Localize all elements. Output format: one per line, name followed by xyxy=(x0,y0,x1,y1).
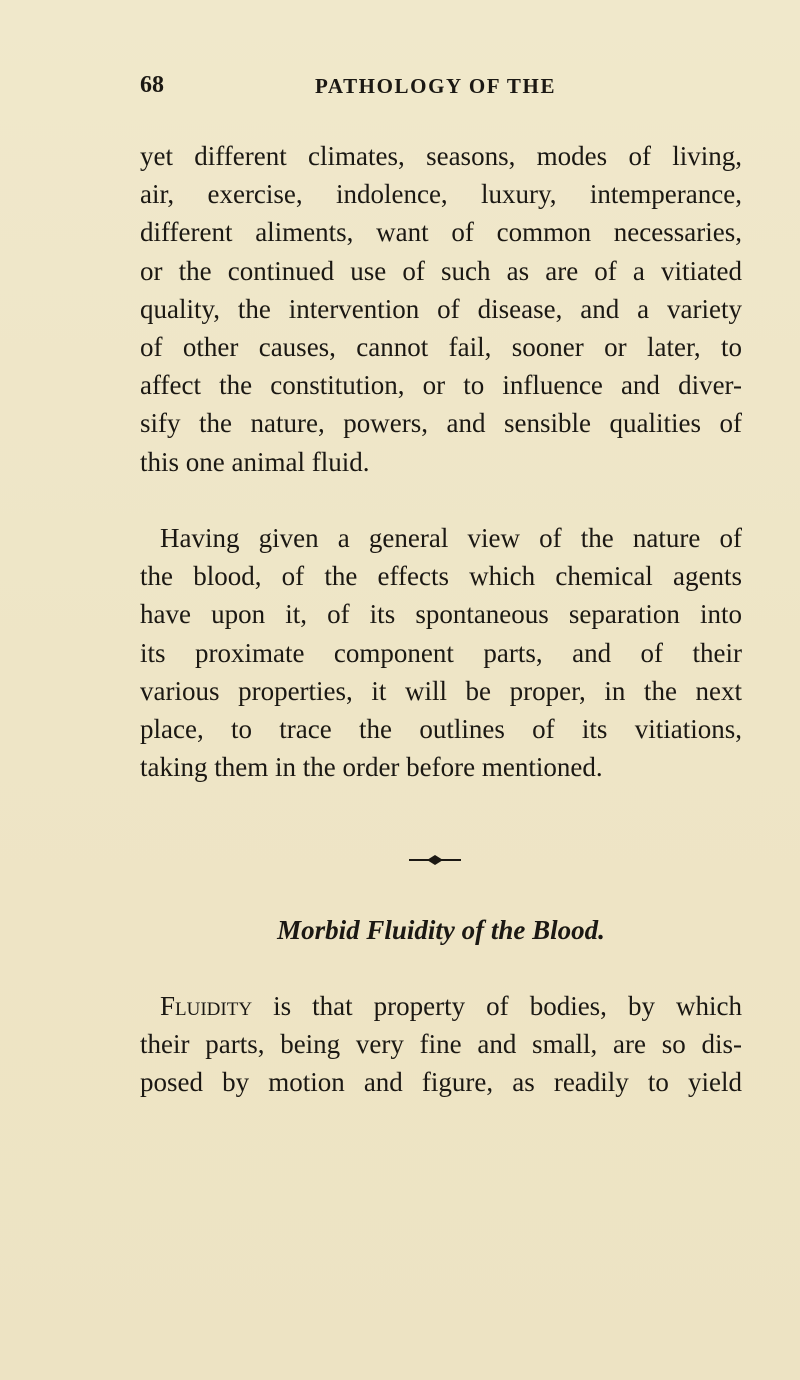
text-line: quality, the intervention of disease, and a variety xyxy=(140,293,742,324)
text-line: affect the constitution, or to influence and diver- xyxy=(140,370,742,401)
text-line: different aliments, want of common necessaries, xyxy=(140,217,742,248)
page-number: 68 xyxy=(140,72,164,98)
page-header xyxy=(140,70,760,110)
text-line: Having given a general view of the nature of xyxy=(160,523,742,553)
section-heading: Morbid Fluidity of the Blood. xyxy=(277,915,605,945)
paragraph-1 xyxy=(140,137,742,481)
text-line: this one animal fluid. xyxy=(140,446,370,477)
section-divider-ornament xyxy=(405,853,465,867)
text-line: the blood, of the effects which chemical agents xyxy=(140,561,742,592)
text-line: have upon it, of its spontaneous separation into xyxy=(140,599,742,630)
text-line: their parts, being very fine and small, are so dis- xyxy=(140,1029,742,1060)
text-line: place, to trace the outlines of its vitiations, xyxy=(140,714,742,745)
text-line: or the continued use of such as are of a vitiated xyxy=(140,255,742,286)
text-line: its proximate component parts, and of their xyxy=(140,637,742,668)
text-line: posed by motion and figure, as readily to yield xyxy=(140,1067,742,1098)
lead-word: Fluidity xyxy=(160,991,253,1021)
text-line: air, exercise, indolence, luxury, intemperance, xyxy=(140,179,742,210)
text-line xyxy=(140,987,742,1025)
text-line: taking them in the order before mentioned. xyxy=(140,752,603,783)
text-line: sify the nature, powers, and sensible qualities of xyxy=(140,408,742,439)
text-line: of other causes, cannot fail, sooner or later, to xyxy=(140,332,742,363)
text-line: yet different climates, seasons, modes of living, xyxy=(140,141,742,171)
paragraph-3 xyxy=(140,987,742,1102)
text-line: various properties, it will be proper, in the next xyxy=(140,675,742,706)
first-line-rest: is that property of bodies, by which xyxy=(252,991,742,1021)
paragraph-2 xyxy=(140,519,742,786)
running-head: PATHOLOGY OF THE xyxy=(315,74,557,98)
